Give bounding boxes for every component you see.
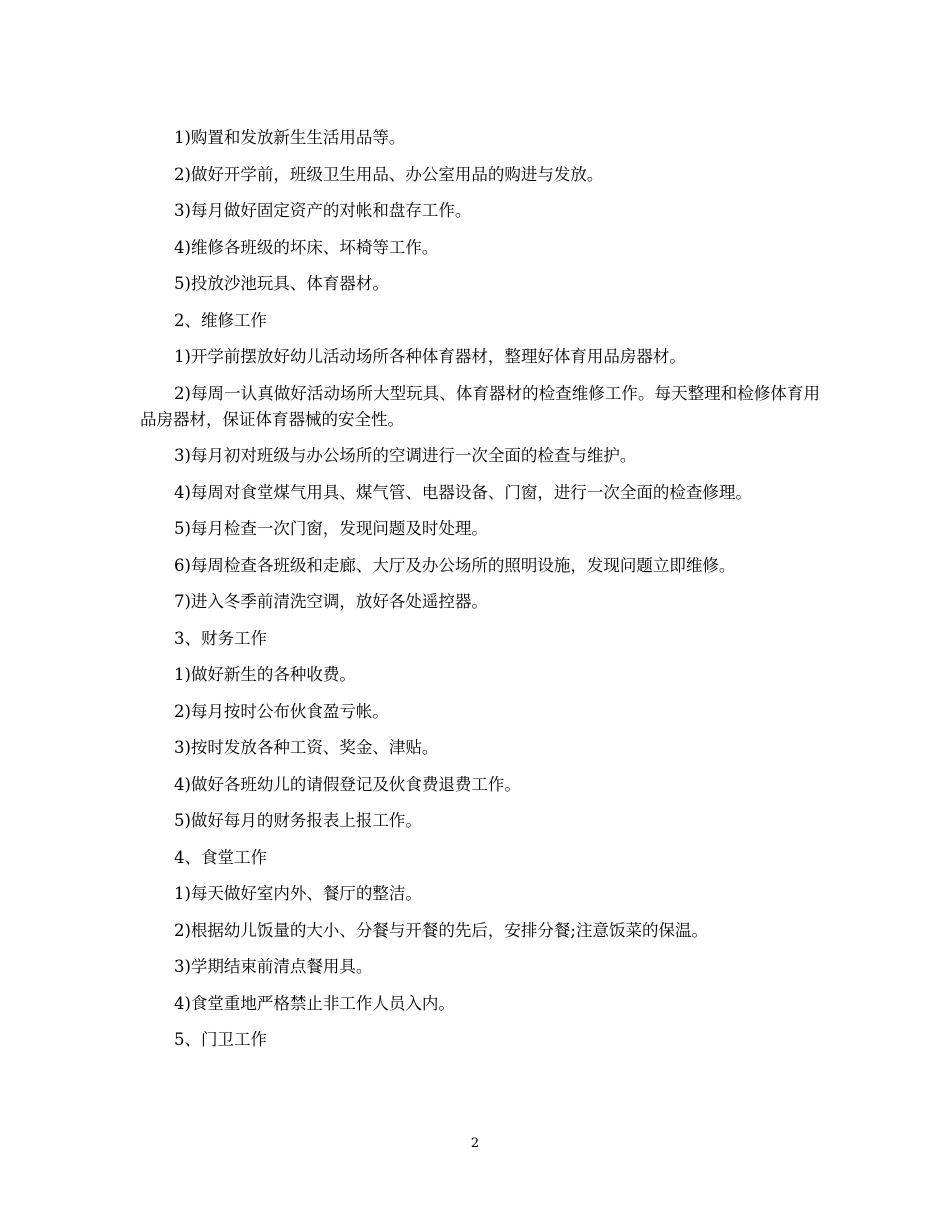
section-heading: 4、食堂工作	[174, 847, 267, 867]
paragraph: 3)学期结束前清点餐用具。	[174, 957, 373, 976]
document-body	[140, 125, 820, 1064]
paragraph: 7)进入冬季前清洗空调，放好各处遥控器。	[174, 592, 488, 611]
paragraph: 2)根据幼儿饭量的大小、分餐与开餐的先后，安排分餐;注意饭菜的保温。	[174, 920, 708, 940]
paragraph: 1)开学前摆放好幼儿活动场所各种体育器材，整理好体育用品房器材。	[174, 347, 686, 366]
paragraph: 2)做好开学前，班级卫生用品、办公室用品的购进与发放。	[174, 164, 604, 184]
paragraph: 3)每月做好固定资产的对帐和盘存工作。	[174, 201, 472, 220]
paragraph: 1)每天做好室内外、餐厅的整洁。	[174, 884, 422, 903]
section-heading: 3、财务工作	[174, 628, 267, 648]
paragraph: 1)做好新生的各种收费。	[174, 665, 356, 684]
paragraph: 4)每周对食堂煤气用具、煤气管、电器设备、门窗，进行一次全面的检查修理。	[174, 482, 752, 502]
paragraph: 5)投放沙池玩具、体育器材。	[174, 274, 389, 293]
section-heading: 2、维修工作	[174, 310, 267, 330]
paragraph: 4)做好各班幼儿的请假登记及伙食费退费工作。	[174, 774, 521, 794]
paragraph: 3)按时发放各种工资、奖金、津贴。	[174, 738, 439, 757]
paragraph: 5)每月检查一次门窗，发现问题及时处理。	[174, 519, 488, 538]
paragraph: 4)维修各班级的坏床、坏椅等工作。	[174, 237, 439, 257]
paragraph: 2)每月按时公布伙食盈亏帐。	[174, 701, 389, 721]
paragraph: 5)做好每月的财务报表上报工作。	[174, 811, 422, 830]
paragraph: 6)每周检查各班级和走廊、大厅及办公场所的照明设施，发现问题立即维修。	[174, 555, 736, 575]
paragraph: 1)购置和发放新生生活用品等。	[174, 128, 406, 147]
paragraph: 3)每月初对班级与办公场所的空调进行一次全面的检查与维护。	[174, 446, 637, 465]
paragraph: 4)食堂重地严格禁止非工作人员入内。	[174, 993, 455, 1013]
page-number: 2	[470, 1136, 480, 1151]
section-heading: 5、门卫工作	[174, 1030, 267, 1049]
paragraph: 2)每周一认真做好活动场所大型玩具、体育器材的检查维修工作。每天整理和检修体育用品房器材，保证体育器械的安全性。	[140, 383, 820, 429]
